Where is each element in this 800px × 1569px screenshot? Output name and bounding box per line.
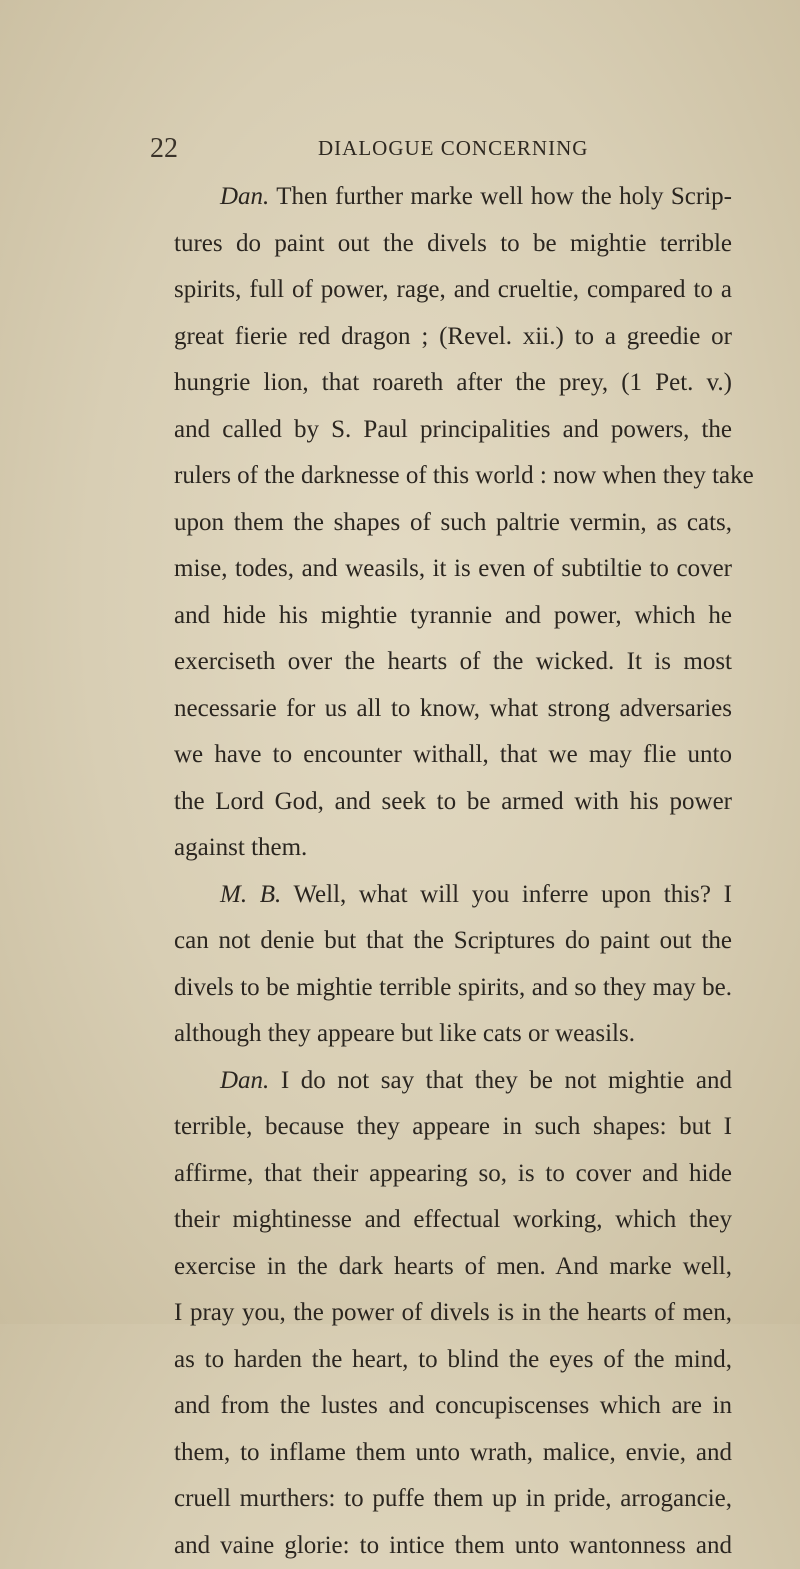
text-line: and called by S. Paul principalities and powers, the	[174, 407, 732, 454]
text-line: great fierie red dragon ; (Revel. xii.) to a greedie or	[174, 314, 732, 361]
running-title: DIALOGUE CONCERNING	[318, 136, 588, 161]
text-line: and hide his mightie tyrannie and power, which he	[174, 593, 732, 640]
text-line: exerciseth over the hearts of the wicked. It is most	[174, 639, 732, 686]
text-line: necessarie for us all to know, what strong adversaries	[174, 686, 732, 733]
speaker-name: Dan.	[220, 1067, 269, 1094]
text-line: can not denie but that the Scriptures do paint out the	[174, 918, 732, 965]
text-line: Dan. Then further marke well how the holy Scrip-	[174, 174, 732, 221]
text-line: although they appeare but like cats or weasils.	[174, 1011, 732, 1058]
page-number: 22	[150, 133, 178, 165]
text-line: cruell murthers: to puffe them up in pride, arrogancie,	[174, 1476, 732, 1523]
text-line: as to harden the heart, to blind the eyes of the mind,	[174, 1337, 732, 1384]
running-head	[150, 133, 730, 173]
text-line: against them.	[174, 825, 732, 872]
text-line: mise, todes, and weasils, it is even of subtiltie to cover	[174, 546, 732, 593]
text-line: hungrie lion, that roareth after the prey, (1 Pet. v.)	[174, 360, 732, 407]
text-line: M. B. Well, what will you inferre upon this? I	[174, 872, 732, 919]
text-line: their mightinesse and effectual working, which they	[174, 1197, 732, 1244]
body-text	[174, 174, 732, 1569]
text-line: divels to be mightie terrible spirits, and so they may be.	[174, 965, 732, 1012]
text-line: them, to inflame them unto wrath, malice, envie, and	[174, 1430, 732, 1477]
text-line: tures do paint out the divels to be mightie terrible	[174, 221, 732, 268]
text-line: the Lord God, and seek to be armed with his power	[174, 779, 732, 826]
text-line: and from the lustes and concupiscenses which are in	[174, 1383, 732, 1430]
text-line: Dan. I do not say that they be not mightie and	[174, 1058, 732, 1105]
text-line: we have to encounter withall, that we may flie unto	[174, 732, 732, 779]
speaker-name: M. B.	[220, 881, 281, 908]
text-line: affirme, that their appearing so, is to cover and hide	[174, 1151, 732, 1198]
text-line: rulers of the darknesse of this world : now when they take	[174, 453, 732, 500]
text-line: upon them the shapes of such paltrie vermin, as cats,	[174, 500, 732, 547]
text-line: spirits, full of power, rage, and crueltie, compared to a	[174, 267, 732, 314]
speaker-name: Dan.	[220, 183, 269, 210]
text-line: and vaine glorie: to intice them unto wantonness and	[174, 1523, 732, 1569]
text-line: I pray you, the power of divels is in the hearts of men,	[174, 1290, 732, 1337]
text-line: exercise in the dark hearts of men. And marke well,	[174, 1244, 732, 1291]
text-line: terrible, because they appeare in such shapes: but I	[174, 1104, 732, 1151]
